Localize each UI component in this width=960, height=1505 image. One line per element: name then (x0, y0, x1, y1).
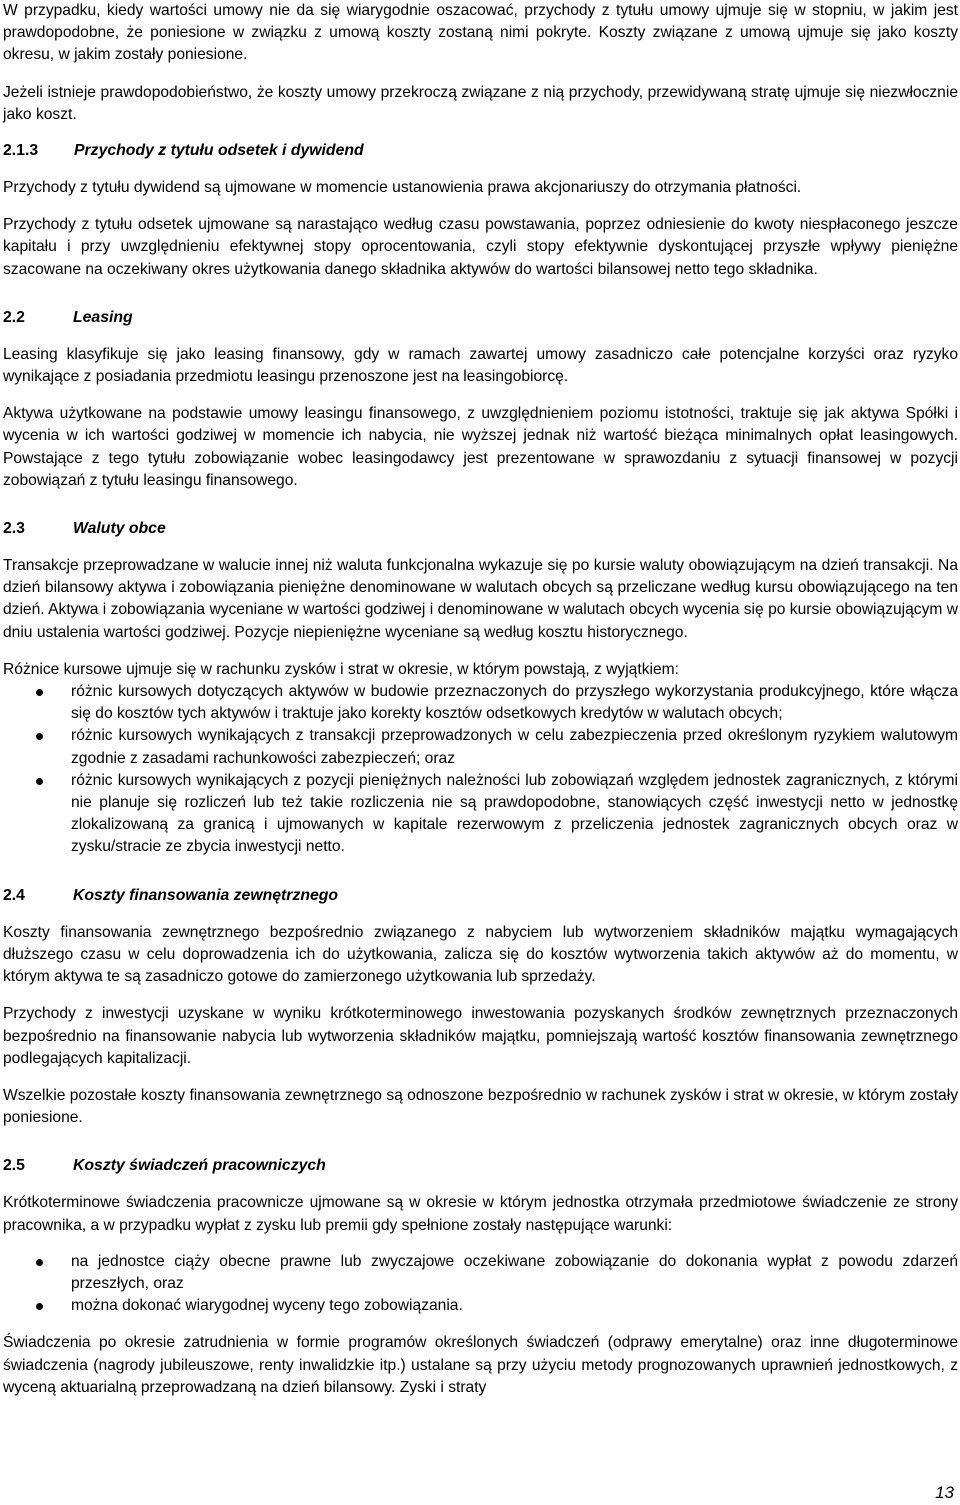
bullet-list (3, 681, 958, 859)
section-title: Waluty obce (73, 520, 166, 538)
paragraph: Wszelkie pozostałe koszty finansowania zewnętrznego są odnoszone bezpośrednio w rachunek zysków i strat w okresie, w którym zostały poniesione. (3, 1086, 958, 1127)
paragraph: W przypadku, kiedy wartości umowy nie da się wiarygodnie oszacować, przychody z tytułu umowy ujmuje się w stopniu, w jakim jest prawdopodobne, że poniesione w związku z umową koszty zostaną nimi pokryte. Koszty związane z umową ujmuje się jako koszty okresu, w jakim zostały poniesione. (3, 2, 958, 64)
section-number: 2.3 (3, 520, 25, 538)
section-heading (3, 518, 958, 540)
bullet-icon (36, 1303, 43, 1310)
section-title: Koszty finansowania zewnętrznego (73, 886, 339, 904)
bullet-icon (36, 733, 43, 740)
paragraph: Świadczenia po okresie zatrudnienia w formie programów określonych świadczeń (odprawy emerytalne) oraz inne długoterminowe świadczenia (nagrody jubileuszowe, renty inwalidzkie itp.) ustalane są przy użyciu metody prognozowanych uprawnień jednostkowych, z wyceną aktuarialną przeprowadzaną na dzień bilansowy. Zyski i straty (3, 1334, 958, 1396)
section-heading (3, 140, 958, 162)
paragraph: Leasing klasyfikuje się jako leasing finansowy, gdy w ramach zawartej umowy zasadniczo całe potencjalne korzyści oraz ryzyko wynikające z posiadania przedmiotu leasingu przenoszone jest na leasingobiorcę. (3, 345, 958, 386)
paragraph: Jeżeli istnieje prawdopodobieństwo, że koszty umowy przekroczą związane z nią przychody, przewidywaną stratę ujmuje się niezwłocznie jako koszt. (3, 83, 958, 123)
paragraph: Przychody z tytułu dywidend są ujmowane w momencie ustanowienia prawa akcjonariuszy do otrzymania płatności. (3, 179, 802, 197)
section-heading (3, 1155, 958, 1177)
list-item (3, 725, 958, 769)
document-page (3, 0, 958, 1399)
section-number: 2.5 (3, 1157, 25, 1175)
section-heading (3, 885, 958, 907)
section-title: Przychody z tytułu odsetek i dywidend (74, 142, 364, 160)
section-number: 2.2 (3, 308, 25, 326)
paragraph: Przychody z inwestycji uzyskane w wyniku krótkoterminowego inwestowania pozyskanych środków zewnętrznych przeznaczonych bezpośrednio na finansowanie nabycia lub wytworzenia składników majątku, pomniejszają wartość kosztów finansowania zewnętrznego podlegających kapitalizacji. (3, 1005, 958, 1067)
list-item-text: różnic kursowych dotyczących aktywów w budowie przeznaczonych do przyszłego wykorzystania produkcyjnego, które włącza się do kosztów tych aktywów i traktuje jako korekty kosztów odsetkowych kredytów w walutach obcych; (71, 683, 958, 723)
section-title: Leasing (73, 308, 133, 326)
paragraph: Koszty finansowania zewnętrznego bezpośrednio związanego z nabyciem lub wytworzeniem składników majątku wymagających dłuższego czasu w celu doprowadzenia ich do użytkowania, zalicza się do kosztów wytworzenia takich aktywów aż do momentu, w którym aktywa te są zasadniczo gotowe do zamierzonego użytkowania lub sprzedaży. (3, 923, 958, 986)
section-number: 2.1.3 (3, 142, 39, 160)
page-number: 13 (935, 1483, 954, 1502)
list-item (3, 770, 958, 859)
paragraph: Transakcje przeprowadzane w walucie innej niż waluta funkcjonalna wykazuje się po kursie waluty obowiązującym na dzień transakcji. Na dzień bilansowy aktywa i zobowiązania pieniężne denominowane w walutach obcych są przeliczane według kursu obowiązującego na ten dzień. Aktywa i zobowiązania wyceniane w wartości godziwej i denominowane w walutach obcych wycenia się po kursie obowiązującym w dniu ustalenia wartości godziwej. Pozycje niepieniężne wyceniane są według kosztu historycznego. (3, 557, 958, 641)
list-item (3, 1251, 958, 1295)
list-item (3, 681, 958, 725)
list-item (3, 1295, 958, 1317)
paragraph: Krótkoterminowe świadczenia pracownicze ujmowane są w okresie w którym jednostka otrzymała przedmiotowe świadczenie ze strony pracownika, a w przypadku wypłat z zysku lub premii gdy spełnione zostały następujące warunki: (3, 1194, 958, 1234)
paragraph: Różnice kursowe ujmuje się w rachunku zysków i strat w okresie, w którym powstają, z wyjątkiem: (3, 660, 679, 678)
paragraph: Przychody z tytułu odsetek ujmowane są narastająco według czasu powstawania, poprzez odniesienie do kwoty niespłaconego jeszcze kapitału i przy uwzględnieniu efektywnej stopy oprocentowania, czyli stopy efektywnie dyskontującej przyszłe wpływy pieniężne szacowane na oczekiwany okres użytkowania danego składnika aktywów do wartości bilansowej netto tego składnika. (3, 216, 958, 278)
bullet-list (3, 1251, 958, 1318)
section-number: 2.4 (3, 886, 25, 904)
paragraph: Aktywa użytkowane na podstawie umowy leasingu finansowego, z uwzględnieniem poziomu istotności, traktuje się jak aktywa Spółki i wycenia w ich wartości godziwej w momencie ich nabycia, nie wyższej jednak niż wartość bieżąca minimalnych opłat leasingowych. Powstające z tego tytułu zobowiązanie wobec leasingodawcy jest prezentowane w sprawozdaniu z sytuacji finansowej w pozycji zobowiązań z tytułu leasingu finansowego. (3, 405, 958, 489)
list-item-text: można dokonać wiarygodnej wyceny tego zobowiązania. (71, 1297, 463, 1315)
bullet-icon (36, 1259, 43, 1266)
bullet-icon (36, 778, 43, 785)
section-heading (3, 307, 958, 329)
bullet-icon (36, 689, 43, 696)
list-item-text: różnic kursowych wynikających z transakcji przeprowadzonych w celu zabezpieczenia przed określonym ryzykiem walutowym zgodnie z zasadami rachunkowości zabezpieczeń; oraz (71, 727, 958, 767)
section-title: Koszty świadczeń pracowniczych (73, 1157, 326, 1175)
list-item-text: różnic kursowych wynikających z pozycji pieniężnych należności lub zobowiązań względem jednostek zagranicznych, z którymi nie planuje się rozliczeń lub też takie rozliczenia nie są prawdopodobne, stanowiących część inwestycji netto w jednostkę zlokalizowaną za granicą i ujmowanych w kapitale rezerwowym z przeliczenia jednostek zagranicznych obcych oraz w zysku/stracie ze zbycia inwestycji netto. (71, 771, 958, 856)
list-item-text: na jednostce ciąży obecne prawne lub zwyczajowe oczekiwane zobowiązanie do dokonania wypłat z powodu zdarzeń przeszłych, oraz (71, 1252, 958, 1292)
